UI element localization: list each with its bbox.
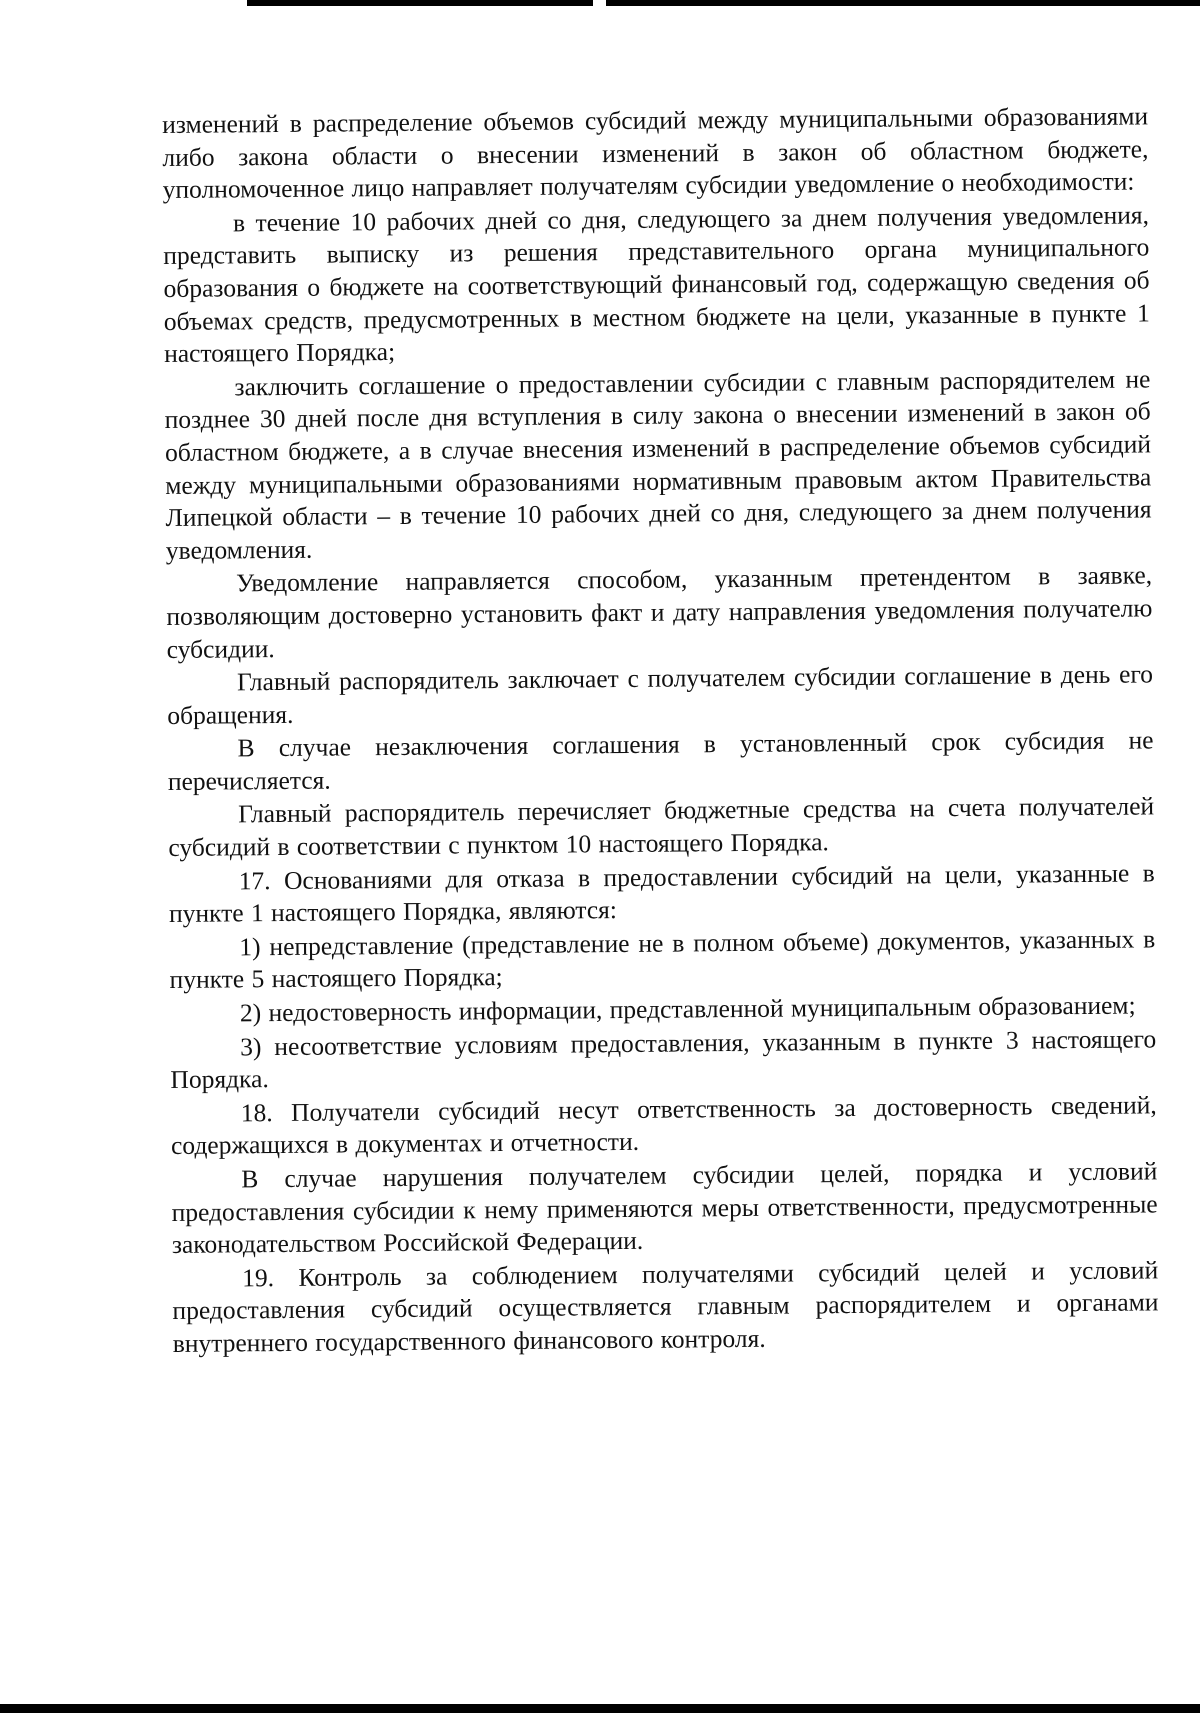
paragraph-17: 17. Основаниями для отказа в предоставлении субсидий на цели, указанные в пункте 1 настоящего Порядка, являются: [168, 858, 1155, 929]
scan-edge-top-left [247, 0, 593, 6]
paragraph-18: 18. Получатели субсидий несут ответственность за достоверность сведений, содержащихся в документах и отчетности. [170, 1090, 1157, 1161]
scan-edge-bottom [0, 1704, 1200, 1713]
paragraph-agreement-day: Главный распорядитель заключает с получателем субсидии соглашение в день его обращения. [167, 659, 1154, 730]
paragraph-17-2: 2) недостоверность информации, представленной муниципальным образованием; [239, 990, 1136, 1028]
paragraph-18-violation: В случае нарушения получателем субсидии целей, порядка и условий предоставления субсидии к нему применяются меры ответственности, предусмотренные законодательством Российской Федерации. [171, 1156, 1158, 1260]
paragraph-no-agreement: В случае незаключения соглашения в установленный срок субсидия не перечисляется. [167, 725, 1154, 796]
scan-edge-top-right [606, 0, 1200, 6]
paragraph-17-1: 1) непредставление (представление не в полном объеме) документов, указанных в пункте 5 настоящего Порядка; [169, 924, 1156, 995]
paragraph-17-3: 3) несоответствие условиям предоставления, указанным в пункте 3 настоящего Порядка. [170, 1023, 1157, 1095]
paragraph-intro: изменений в распределение объемов субсидий между муниципальными образованиями либо закона области о внесении изменений в закон об областном бюджете, уполномоченное лицо направляет получателям субсидии уведомление о необходимости: [162, 101, 1149, 205]
document-body [162, 100, 1159, 1361]
paragraph-notice-method: Уведомление направляется способом, указанным претендентом в заявке, позволяющим достоверно установить факт и дату направления уведомления получателю субсидии. [166, 560, 1153, 664]
paragraph-transfer: Главный распорядитель перечисляет бюджетные средства на счета получателей субсидий в соответствии с пунктом 10 настоящего Порядка. [168, 791, 1155, 863]
paragraph-19: 19. Контроль за соблюдением получателями субсидий целей и условий предоставления субсидий осуществляется главным распорядителем и органами внутреннего государственного финансового контроля. [172, 1255, 1159, 1358]
paragraph-agreement-item: заключить соглашение о предоставлении субсидии с главным распорядителем не позднее 30 дней после дня вступления в силу закона о внесении изменений в закон об областном бюджете, а в случае внесения изменений в распределение объемов субсидий между муниципальными образованиями нормативным правовым актом Правительства Липецкой области – в течение 10 рабочих дней со дня, следующего за днем получения уведомления. [164, 364, 1152, 565]
paragraph-extract-item: в течение 10 рабочих дней со дня, следующего за днем получения уведомления, представить выписку из решения представительного органа муниципального образования о бюджете на соответствующий финансовый год, содержащую сведения об объемах средств, предусмотренных в местном бюджете на цели, указанные в пункте 1 настоящего Порядка; [163, 200, 1150, 369]
